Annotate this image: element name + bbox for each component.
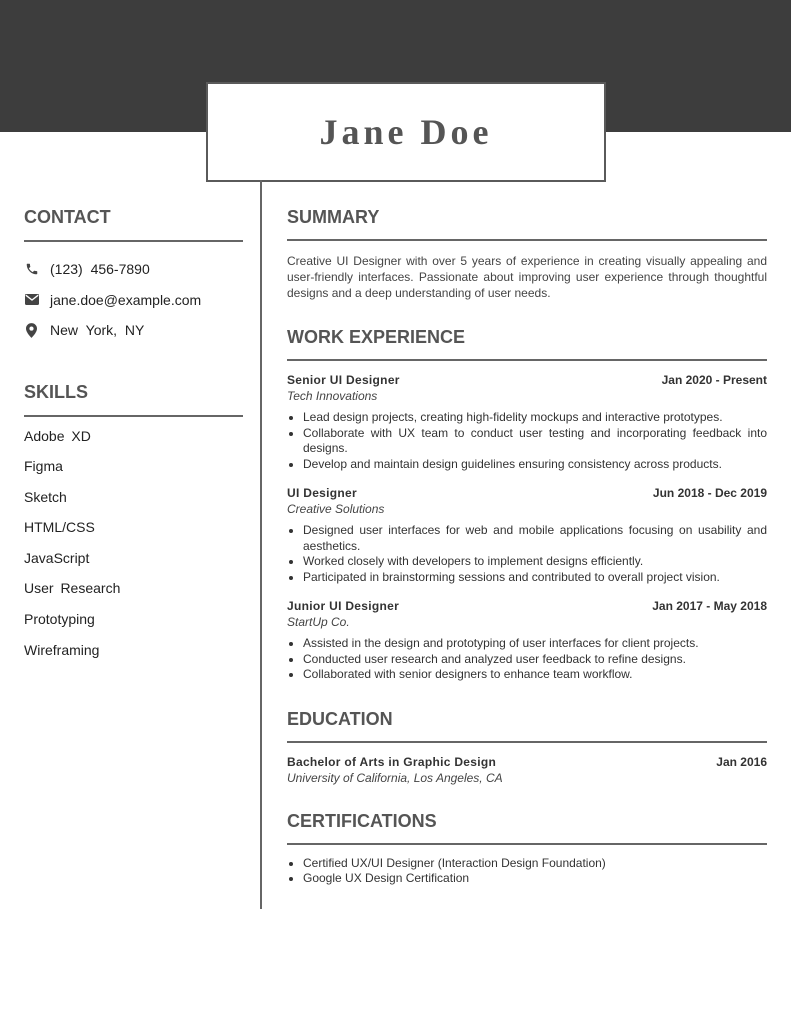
job-dates: Jan 2020 - Present — [661, 373, 767, 387]
education-heading: EDUCATION — [287, 708, 393, 729]
skills-list — [24, 421, 243, 666]
location-text: New York, NY — [50, 322, 145, 339]
contact-phone — [24, 254, 243, 285]
phone-icon — [24, 261, 39, 277]
name-box — [206, 82, 606, 182]
contact-email — [24, 285, 243, 316]
phone-text: (123) 456-7890 — [50, 261, 150, 278]
bullet-item: • Assisted in the design and prototyping of user interfaces for client projects. — [303, 636, 767, 652]
experience-rule — [287, 359, 767, 361]
school-name: University of California, Los Angeles, CA — [287, 770, 503, 785]
education-entry — [287, 755, 767, 785]
job-header — [287, 373, 767, 387]
skill-item: Sketch — [24, 488, 67, 505]
contact-heading: CONTACT — [24, 207, 111, 227]
email-text: jane.doe@example.com — [50, 291, 202, 308]
skill-item: Figma — [24, 458, 63, 475]
map-marker-icon — [24, 322, 39, 338]
certification-item: • Google UX Design Certification — [303, 871, 767, 887]
job-company: StartUp Co. — [287, 615, 350, 629]
bullet-item: • Collaborate with UX team to conduct user testing and incorporating feedback into designs. — [303, 426, 767, 457]
summary-rule — [287, 239, 767, 241]
experience-heading: WORK EXPERIENCE — [287, 327, 466, 347]
bullet-item: • Collaborated with senior designers to enhance team workflow. — [303, 667, 767, 683]
job-header — [287, 599, 767, 613]
contact-rule — [24, 240, 243, 242]
bullet-item: • Lead design projects, creating high-fidelity mockups and interactive prototypes. — [303, 410, 767, 426]
education-date: Jan 2016 — [716, 754, 767, 769]
job-title: UI Designer — [287, 486, 357, 500]
skill-item: User Research — [24, 580, 121, 597]
page-title: Jane Doe — [319, 112, 493, 152]
education-header — [287, 755, 767, 769]
bullet-item: • Conducted user research and analyzed user feedback to refine designs. — [303, 652, 767, 668]
job-bullets — [287, 523, 767, 585]
job-bullets — [287, 410, 767, 472]
job-entry — [287, 486, 767, 585]
job-entry — [287, 599, 767, 683]
bullet-item: • Worked closely with developers to implement designs efficiently. — [303, 554, 767, 570]
certifications-heading: CERTIFICATIONS — [287, 810, 437, 831]
skill-item: Wireframing — [24, 641, 100, 658]
contact-location — [24, 315, 243, 346]
skill-item: Prototyping — [24, 611, 95, 628]
certifications-rule — [287, 843, 767, 845]
summary-text: Creative UI Designer with over 5 years of experience in creating visually appealing and user-friendly interfaces. Passionate about improving user experience through thoughtful designs and a deep understanding of user needs. — [287, 254, 767, 300]
job-company: Tech Innovations — [287, 389, 378, 403]
certification-item: • Certified UX/UI Designer (Interaction Design Foundation) — [303, 856, 767, 872]
job-dates: Jun 2018 - Dec 2019 — [652, 486, 767, 500]
skill-item: JavaScript — [24, 549, 90, 566]
job-entry — [287, 373, 767, 472]
job-title: Senior UI Designer — [287, 373, 400, 387]
education-rule — [287, 741, 767, 743]
job-dates: Jan 2017 - May 2018 — [652, 599, 767, 613]
bullet-item: • Participated in brainstorming sessions and contributed to overall project vision. — [303, 570, 767, 586]
job-company: Creative Solutions — [287, 502, 385, 516]
job-header — [287, 486, 767, 500]
bullet-item: • Designed user interfaces for web and mobile applications focusing on usability and aesthetics. — [303, 523, 767, 554]
contact-list — [24, 254, 243, 346]
column-divider — [260, 180, 262, 909]
skills-rule — [24, 415, 243, 417]
summary-heading: SUMMARY — [287, 207, 380, 227]
right-column — [287, 207, 767, 887]
job-bullets — [287, 636, 767, 683]
envelope-icon — [24, 292, 39, 308]
skills-heading: SKILLS — [24, 381, 89, 402]
skill-item: HTML/CSS — [24, 519, 95, 536]
job-title: Junior UI Designer — [287, 599, 400, 613]
bullet-item: • Develop and maintain design guidelines ensuring consistency across products. — [303, 457, 767, 473]
certifications-list — [287, 856, 767, 887]
skill-item: Adobe XD — [24, 427, 91, 444]
left-column — [24, 207, 243, 665]
degree-title: Bachelor of Arts in Graphic Design — [287, 754, 497, 769]
